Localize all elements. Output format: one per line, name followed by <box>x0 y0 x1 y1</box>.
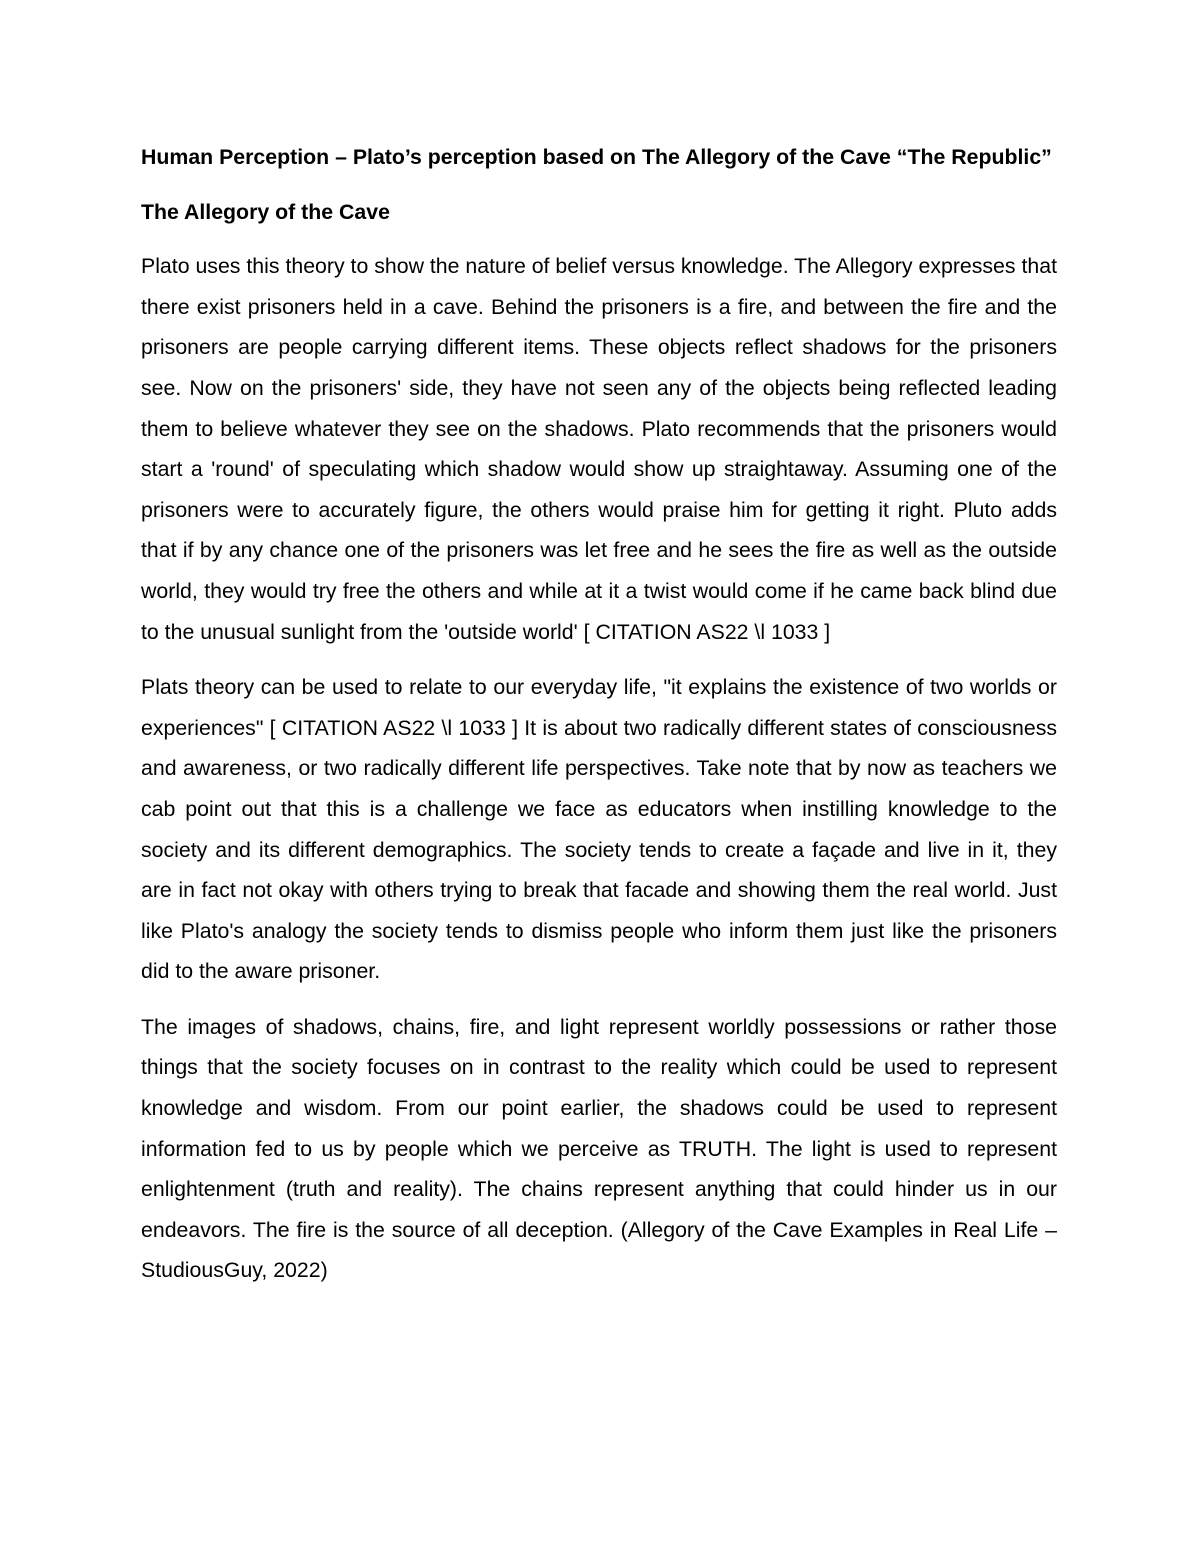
document-title: Human Perception – Plato’s perception based on The Allegory of the Cave “The Republic” <box>141 145 1052 169</box>
paragraph-images-symbolism: The images of shadows, chains, fire, and light represent worldly possessions or rather those things that the society focuses on in contrast to the reality which could be used to represent knowledge and wisdom. From our point earlier, the shadows could be used to represent information fed to us by people which we perceive as TRUTH. The light is used to represent enlightenment (truth and reality). The chains represent anything that could hinder us in our endeavors. The fire is the source of all deception. (Allegory of the Cave Examples in Real Life – StudiousGuy, 2022) <box>141 1014 1057 1283</box>
document-page <box>141 137 1057 1306</box>
section-heading: The Allegory of the Cave <box>141 199 390 224</box>
paragraph-allegory-summary: Plato uses this theory to show the nature of belief versus knowledge. The Allegory expresses that there exist prisoners held in a cave. Behind the prisoners is a fire, and between the fire and the prisoners are people carrying different items. These objects reflect shadows for the prisoners see. Now on the prisoners' side, they have not seen any of the objects being reflected leading them to believe whatever they see on the shadows. Plato recommends that the prisoners would start a 'round' of speculating which shadow would show up straightaway. Assuming one of the prisoners were to accurately figure, the others would praise him for getting it right. Pluto adds that if by any chance one of the prisoners was let free and he sees the fire as well as the outside world, they would try free the others and while at it a twist would come if he came back blind due to the unusual sunlight from the 'outside world' [ CITATION AS22 \l 1033 ] <box>141 254 1057 644</box>
paragraph-everyday-life: Plats theory can be used to relate to our everyday life, "it explains the existence of two worlds or experiences" [ CITATION AS22 \l 1033 ] It is about two radically different states of consciousness and awareness, or two radically different life perspectives. Take note that by now as teachers we cab point out that this is a challenge we face as educators when instilling knowledge to the society and its different demographics. The society tends to create a façade and live in it, they are in fact not okay with others trying to break that facade and showing them the real world. Just like Plato's analogy the society tends to dismiss people who inform them just like the prisoners did to the aware prisoner. <box>141 675 1057 984</box>
